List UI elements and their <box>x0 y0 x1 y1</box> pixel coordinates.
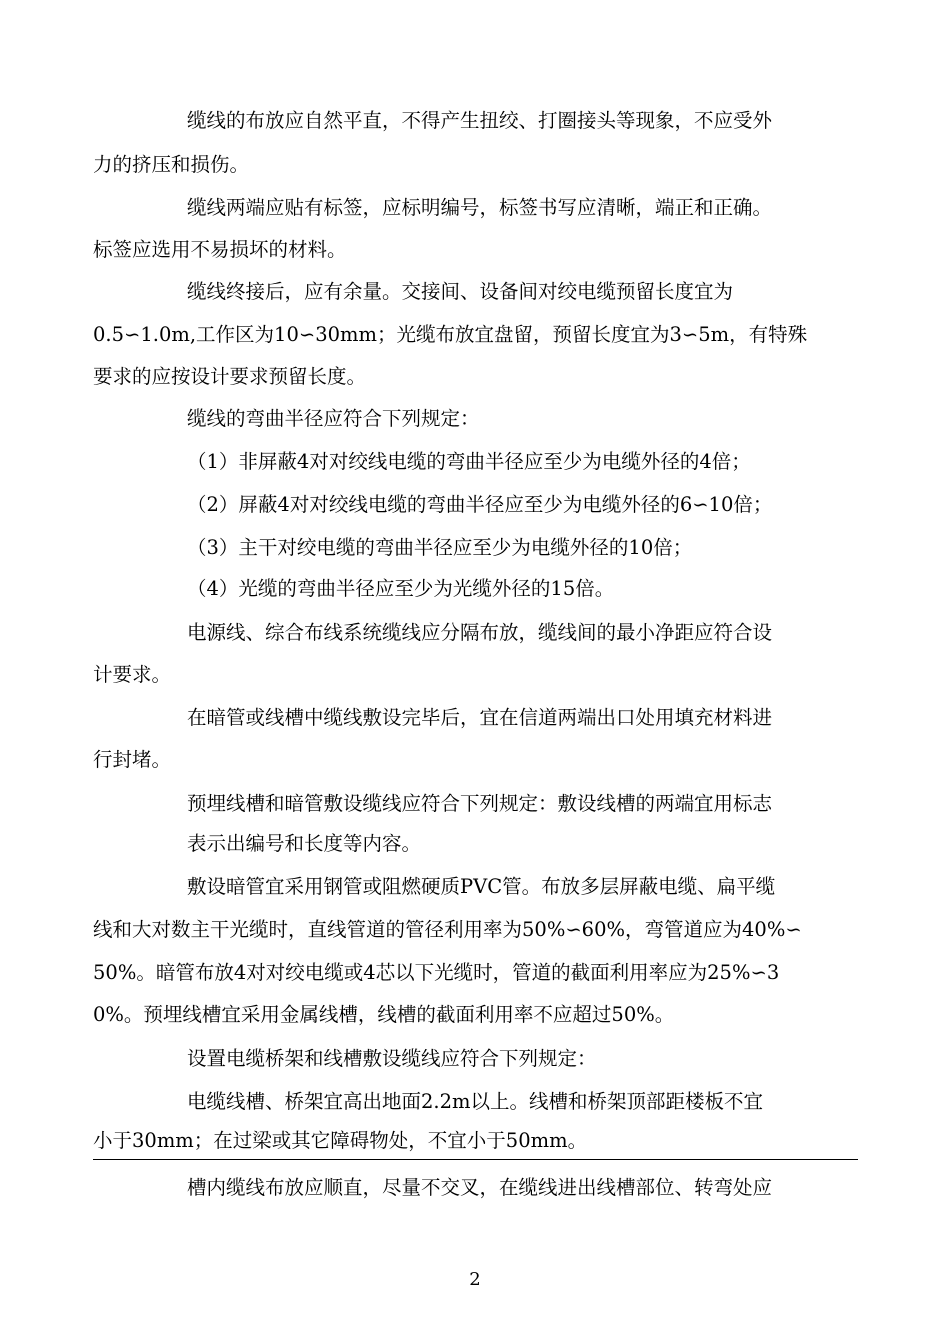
paragraph-line: 50%。暗管布放4对对绞电缆或4芯以下光缆时，管道的截面利用率应为25%∽3 <box>93 961 780 984</box>
list-item: （4）光缆的弯曲半径应至少为光缆外径的15倍。 <box>187 577 615 600</box>
paragraph-line: 在暗管或线槽中缆线敷设完毕后，宜在信道两端出口处用填充材料进 <box>187 706 773 729</box>
paragraph-line: 标签应选用不易损坏的材料。 <box>93 238 347 261</box>
paragraph-line: 0%。预埋线槽宜采用金属线槽，线槽的截面利用率不应超过50%。 <box>93 1003 675 1026</box>
horizontal-rule <box>93 1159 858 1160</box>
list-item: （3）主干对绞电缆的弯曲半径应至少为电缆外径的10倍； <box>187 536 693 559</box>
paragraph-line: 电源线、综合布线系统缆线应分隔布放，缆线间的最小净距应符合设 <box>187 621 773 644</box>
paragraph-line: 设置电缆桥架和线槽敷设缆线应符合下列规定： <box>187 1047 597 1070</box>
paragraph-line: 缆线的弯曲半径应符合下列规定： <box>187 407 480 430</box>
paragraph-line: 小于30mm；在过梁或其它障碍物处，不宜小于50mm。 <box>93 1129 588 1152</box>
paragraph-line: 电缆线槽、桥架宜高出地面2.2m以上。线槽和桥架顶部距楼板不宜 <box>187 1090 764 1113</box>
paragraph-line: 预埋线槽和暗管敷设缆线应符合下列规定：敷设线槽的两端宜用标志 <box>187 792 773 815</box>
page-number: 2 <box>469 1269 481 1290</box>
paragraph-line: 线和大对数主干光缆时，直线管道的管径利用率为50%∽60%，弯管道应为40%∽ <box>93 918 802 941</box>
list-item: （2）屏蔽4对对绞线电缆的弯曲半径应至少为电缆外径的6∽10倍； <box>187 493 773 516</box>
paragraph-line: 缆线终接后，应有余量。交接间、设备间对绞电缆预留长度宜为 <box>187 280 734 303</box>
paragraph-line: 0.5∽1.0m,工作区为10∽30mm；光缆布放宜盘留，预留长度宜为3∽5m，有特殊 <box>93 323 808 346</box>
paragraph-line: 要求的应按设计要求预留长度。 <box>93 365 367 388</box>
paragraph-line: 缆线两端应贴有标签，应标明编号，标签书写应清晰，端正和正确。 <box>187 196 773 219</box>
paragraph-line: 槽内缆线布放应顺直，尽量不交叉，在缆线进出线槽部位、转弯处应 <box>187 1176 773 1199</box>
list-item: （1）非屏蔽4对对绞线电缆的弯曲半径应至少为电缆外径的4倍； <box>187 450 751 473</box>
paragraph-line: 缆线的布放应自然平直，不得产生扭绞、打圈接头等现象，不应受外 <box>187 109 773 132</box>
paragraph-line: 敷设暗管宜采用钢管或阻燃硬质PVC管。布放多层屏蔽电缆、扁平缆 <box>187 875 776 898</box>
paragraph-line: 计要求。 <box>93 663 172 686</box>
paragraph-line: 力的挤压和损伤。 <box>93 153 250 176</box>
paragraph-line: 行封堵。 <box>93 748 172 771</box>
paragraph-line: 表示出编号和长度等内容。 <box>187 832 422 855</box>
